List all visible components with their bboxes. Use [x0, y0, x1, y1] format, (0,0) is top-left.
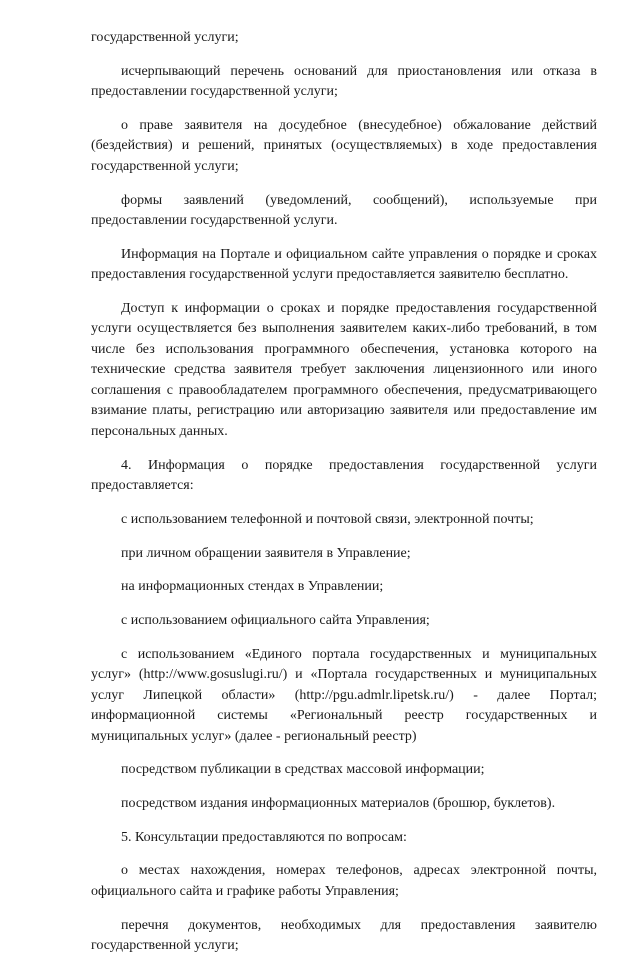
paragraph-personal-visit: при личном обращении заявителя в Управление;: [121, 545, 411, 561]
paragraph-section-5-heading: 5. Консультации предоставляются по вопросам:: [121, 829, 407, 845]
paragraph-free-information: Информация на Портале и официальном сайте управления о порядке и сроках предоставления государственной услуги предоставляется заявителю бесплатно.: [91, 246, 597, 283]
paragraph-continuation: государственной услуги;: [91, 30, 239, 45]
paragraph-contact-locations: о местах нахождения, номерах телефонов, адресах электронной почты, официального сайта и графике работы Управления;: [91, 863, 597, 899]
paragraph-official-site: с использованием официального сайта Управления;: [121, 612, 430, 628]
paragraph-document-list: перечня документов, необходимых для предоставления заявителю государственной услуги;: [91, 917, 597, 953]
paragraph-info-stands: на информационных стендах в Управлении;: [121, 579, 384, 595]
paragraph-refusal-grounds: исчерпывающий перечень оснований для приостановления или отказа в предоставлении государственной услуги;: [91, 63, 597, 100]
paragraph-appeal-right: о праве заявителя на досудебное (внесудебное) обжалование действий (бездействия) и решений, принятых (осуществляемых) в ходе предоставления государственной услуги;: [91, 117, 597, 174]
paragraph-section-4-heading: 4. Информация о порядке предоставления государственной услуги предоставляется:: [91, 457, 597, 494]
paragraph-portals: с использованием «Единого портала государственных и муниципальных услуг» (http://www.gosuslugi.ru/) и «Портала государственных и муниципальных услуг Липецкой области» (http://pgu.admlr.lipetsk.ru/) - далее Портал; информационной системы «Региональный реестр государственных и муниципальных услуг» (далее - региональный реестр): [91, 646, 597, 744]
document-page: [91, 28, 597, 970]
paragraph-application-forms: формы заявлений (уведомлений, сообщений), используемые при предоставлении государственной услуги.: [91, 192, 597, 229]
paragraph-brochures: посредством издания информационных материалов (брошюр, буклетов).: [121, 795, 556, 811]
paragraph-phone-mail: с использованием телефонной и почтовой связи, электронной почты;: [121, 511, 534, 527]
paragraph-information-access: Доступ к информации о сроках и порядке предоставления государственной услуги осуществляется без выполнения заявителем каких-либо требований, в том числе без использования программного обеспечения, установка которого на технические средства заявителя требует заключения лицензионного или иного соглашения с правообладателем программного обеспечения, предусматривающего взимание платы, регистрацию или авторизацию заявителя или предоставление им персональных данных.: [91, 300, 597, 439]
paragraph-mass-media: посредством публикации в средствах массовой информации;: [121, 762, 485, 778]
